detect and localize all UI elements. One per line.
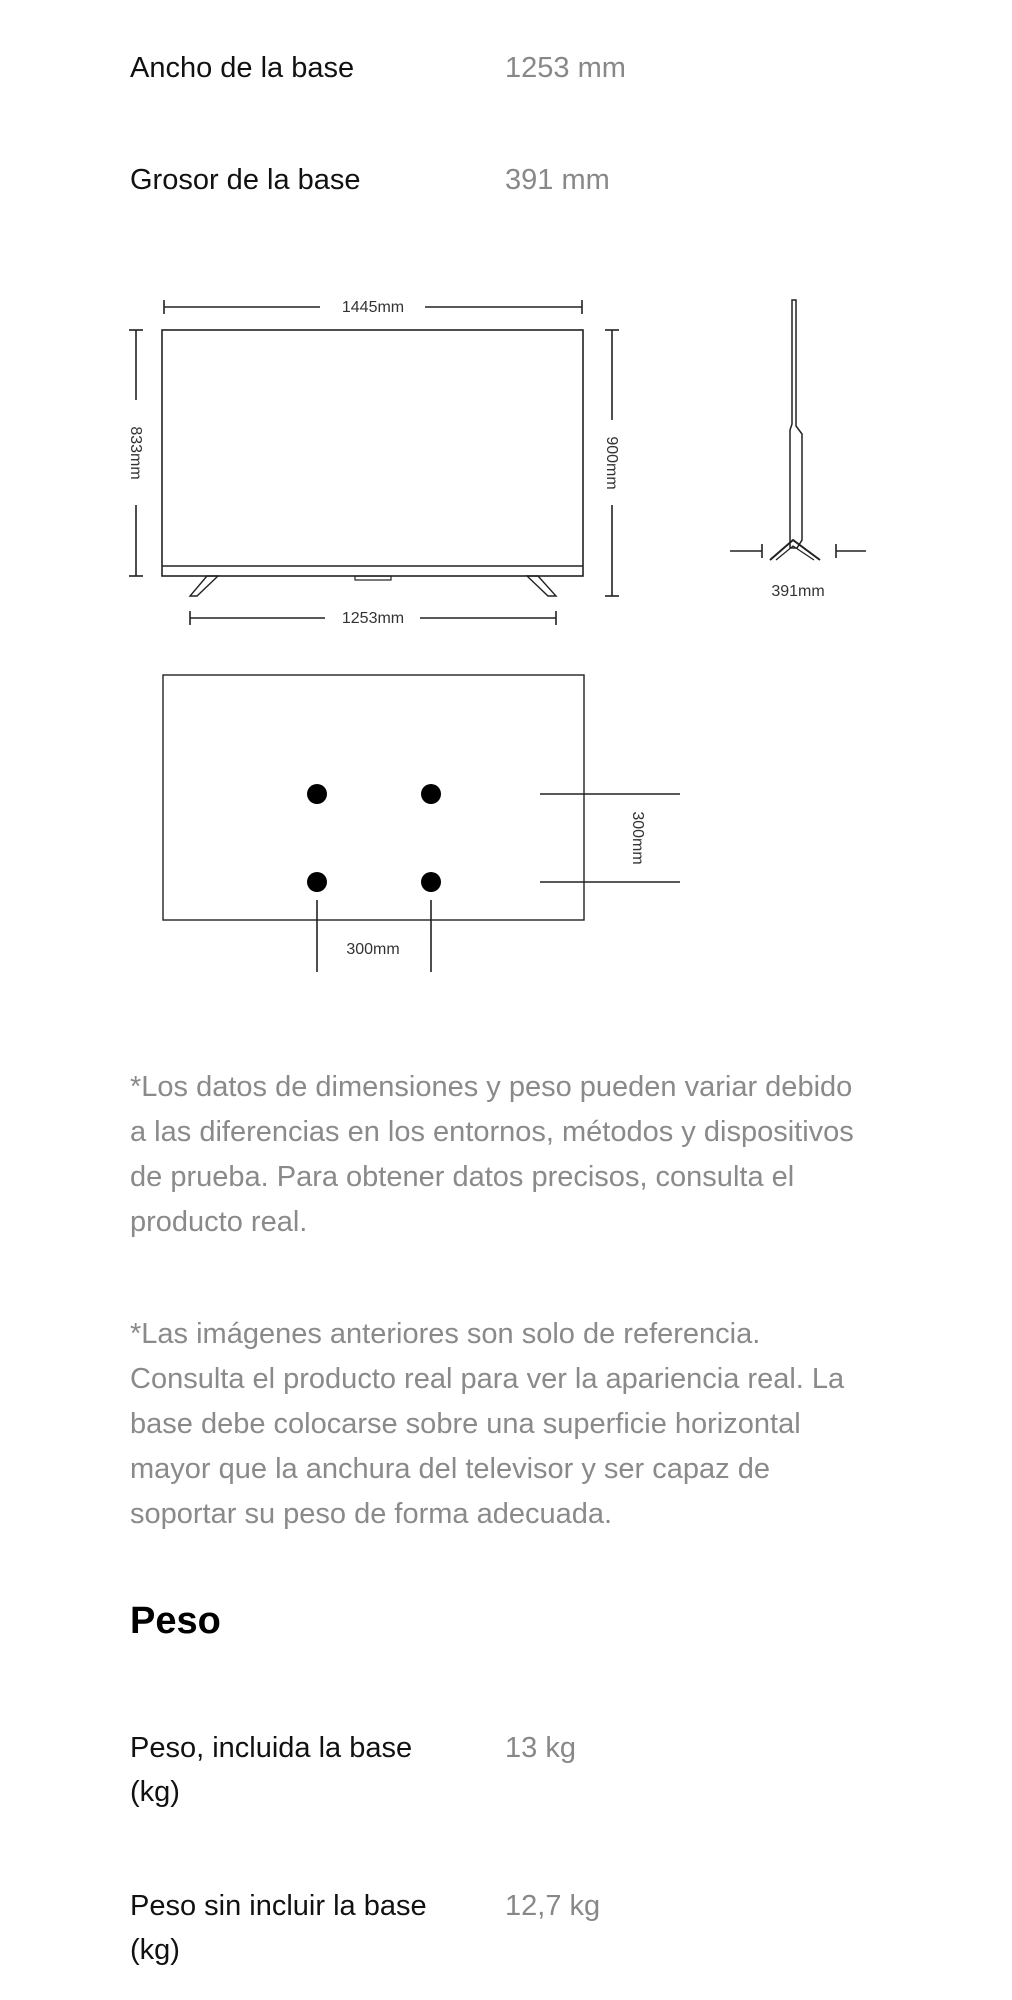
tv-back-view bbox=[163, 675, 680, 972]
vesa-hole bbox=[307, 872, 327, 892]
vesa-hole bbox=[421, 784, 441, 804]
disclaimer-note: *Los datos de dimensiones y peso pueden variar debido a las diferencias en los entornos, métodos y dispositivos de prueba. Para obtener datos precisos, consulta el producto real. bbox=[130, 1071, 854, 1238]
front-width-label: 1445mm bbox=[341, 299, 405, 316]
spec-label: Grosor de la base bbox=[130, 164, 361, 196]
spec-value: 12,7 kg bbox=[505, 1890, 601, 1922]
spec-value: 1253 mm bbox=[505, 52, 626, 84]
spec-value: 391 mm bbox=[505, 164, 610, 196]
vesa-hole bbox=[421, 872, 441, 892]
spec-value: 13 kg bbox=[505, 1732, 576, 1764]
vesa-hole bbox=[307, 784, 327, 804]
spec-label: Ancho de la base bbox=[130, 52, 355, 84]
total-height-label: 900mm bbox=[603, 436, 620, 490]
spec-label: Peso, incluida la base (kg) bbox=[130, 1732, 413, 1808]
disclaimer-note: *Las imágenes anteriores son solo de referencia. Consulta el producto real para ver la apariencia real. La base debe colocarse sobre una superficie horizontal mayor que la anchura del televisor y ser capaz de soportar su peso de forma adecuada. bbox=[130, 1318, 845, 1530]
vesa-vertical-label: 300mm bbox=[629, 811, 646, 865]
total-height-dimension bbox=[603, 330, 620, 596]
side-depth-label: 391mm bbox=[771, 583, 825, 600]
tv-front-view bbox=[162, 330, 583, 596]
front-width-dimension bbox=[164, 299, 582, 316]
section-title: Peso bbox=[130, 1600, 221, 1642]
tv-side-view bbox=[730, 300, 866, 600]
base-width-dimension bbox=[190, 610, 556, 627]
front-height-dimension bbox=[127, 330, 144, 576]
base-width-label: 1253mm bbox=[341, 610, 405, 627]
vesa-horizontal-label: 300mm bbox=[346, 941, 400, 958]
front-height-label: 833mm bbox=[127, 426, 144, 480]
spec-label: Peso sin incluir la base (kg) bbox=[130, 1890, 427, 1966]
